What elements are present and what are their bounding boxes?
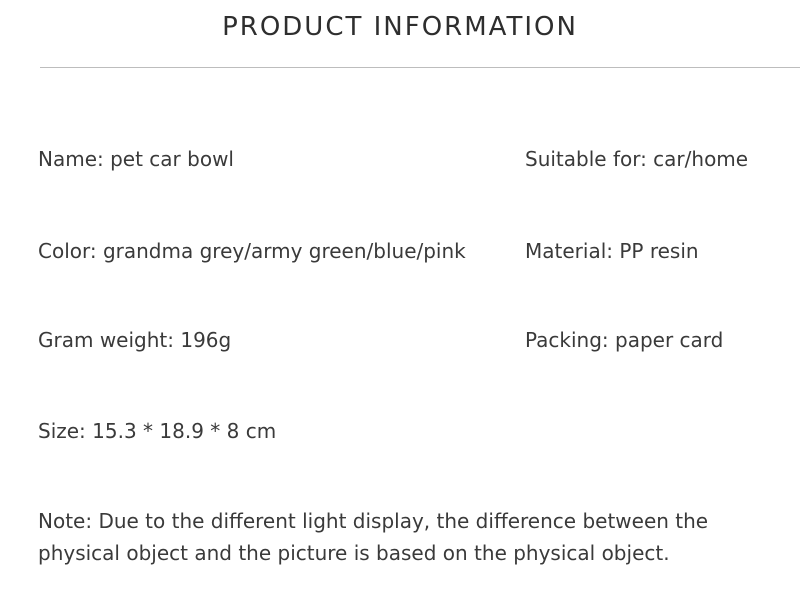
title-divider bbox=[40, 67, 800, 68]
disclaimer-note: Note: Due to the different light display, the difference between the physical object and the picture is based on the physical object. bbox=[38, 509, 709, 565]
spec-material: Material: PP resin bbox=[525, 239, 699, 263]
spec-packing: Packing: paper card bbox=[525, 328, 724, 352]
spec-gram-weight: Gram weight: 196g bbox=[38, 328, 232, 352]
spec-color: Color: grandma grey/army green/blue/pink bbox=[38, 239, 466, 263]
spec-size: Size: 15.3 * 18.9 * 8 cm bbox=[38, 419, 277, 443]
page-title: PRODUCT INFORMATION bbox=[222, 12, 578, 42]
spec-name: Name: pet car bowl bbox=[38, 147, 234, 171]
spec-suitable-for: Suitable for: car/home bbox=[525, 147, 749, 171]
